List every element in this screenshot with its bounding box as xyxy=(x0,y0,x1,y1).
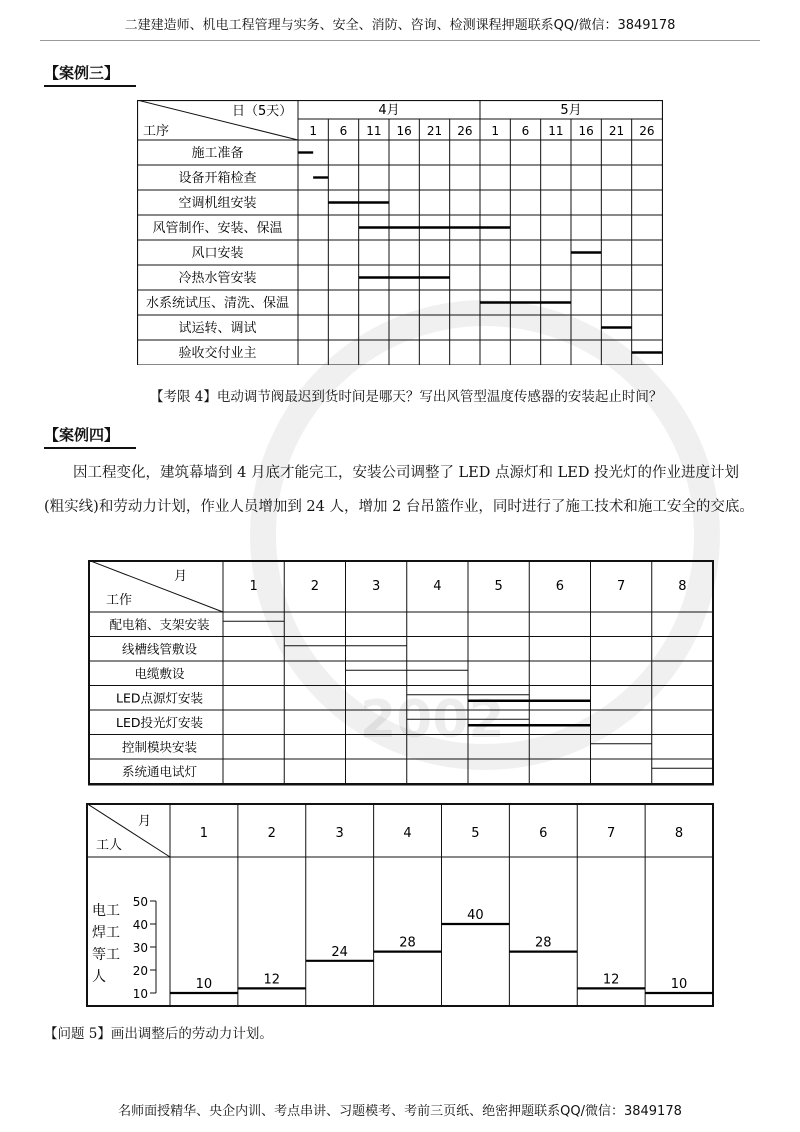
labor-value: 24 xyxy=(331,944,348,960)
day-label: 26 xyxy=(639,124,655,138)
case3-title: 【案例三】 xyxy=(44,62,119,83)
month-label: 8 xyxy=(678,579,687,594)
task-label: 设备开箱检查 xyxy=(178,171,257,186)
day-label: 6 xyxy=(521,124,530,138)
page-header: 二建建造师、机电工程管理与实务、安全、消防、咨询、检测课程押题联系QQ/微信：3849178 xyxy=(124,18,676,33)
task-label: 风管制作、安装、保温 xyxy=(152,221,283,236)
day-label: 6 xyxy=(339,124,348,138)
task-label: 施工准备 xyxy=(191,146,244,161)
month-label: 2 xyxy=(267,826,276,841)
corner-top-label: 月 xyxy=(174,569,188,584)
y-axis-label: 焊工 xyxy=(92,925,120,941)
task-label: 线槽线管敷设 xyxy=(121,641,198,657)
task-label: 系统通电试灯 xyxy=(121,764,198,779)
labor-value: 28 xyxy=(399,935,416,951)
task-label: 控制模块安装 xyxy=(121,739,198,755)
month-label: 7 xyxy=(616,579,626,594)
day-label: 21 xyxy=(608,124,625,138)
day-label: 1 xyxy=(491,124,499,138)
task-label: 冷热水管安装 xyxy=(178,271,257,286)
y-tick-label: 20 xyxy=(132,964,148,978)
month-label: 4 xyxy=(433,579,442,594)
month-label: 4 xyxy=(403,826,412,841)
labor-value: 40 xyxy=(467,908,484,923)
labor-value: 10 xyxy=(670,977,688,992)
task-label: 试运转、调试 xyxy=(178,321,257,336)
month-label: 4月 xyxy=(378,103,400,118)
y-axis-label: 人 xyxy=(92,969,106,985)
y-tick-label: 10 xyxy=(132,987,148,1001)
corner-bottom-label: 工作 xyxy=(106,593,133,608)
month-label: 3 xyxy=(371,579,381,594)
day-label: 21 xyxy=(426,124,443,138)
task-label: LED投光灯安装 xyxy=(116,715,203,730)
day-label: 11 xyxy=(548,124,564,138)
y-tick-label: 50 xyxy=(132,895,148,909)
watermark-text: 2002 xyxy=(360,690,505,750)
day-label: 11 xyxy=(366,124,382,138)
day-label: 16 xyxy=(578,124,594,138)
month-label: 5 xyxy=(471,826,480,841)
case4-paragraph: 因工程变化，建筑幕墙到 4 月底才能完工，安装公司调整了 LED 点源灯和 LED 投光灯的作业进度计划(粗实线)和劳动力计划，作业人员增加到 24 人，增加 2 台吊篮作业，同时进行了施工技术和施工安全的交底。 xyxy=(44,465,754,515)
y-tick-label: 40 xyxy=(132,918,148,932)
month-label: 6 xyxy=(555,579,565,594)
task-label: 配电箱、支架安装 xyxy=(109,617,210,632)
labor-value: 28 xyxy=(535,935,552,951)
y-tick-label: 30 xyxy=(132,941,148,955)
day-label: 16 xyxy=(396,124,412,138)
corner-top-label: 日（5天） xyxy=(232,104,293,119)
month-label: 6 xyxy=(539,826,548,841)
task-label: 空调机组安装 xyxy=(178,196,257,211)
case4-title: 【案例四】 xyxy=(44,424,119,445)
month-label: 7 xyxy=(607,826,616,841)
y-axis-label: 等工 xyxy=(92,947,120,963)
month-label: 5 xyxy=(494,579,503,594)
labor-value: 12 xyxy=(263,972,281,988)
y-axis-label: 电工 xyxy=(92,903,120,919)
month-label: 2 xyxy=(310,579,320,594)
day-label: 26 xyxy=(457,124,473,138)
header-divider xyxy=(40,40,760,41)
schedule-chart xyxy=(88,560,714,786)
task-label: LED点源灯安装 xyxy=(116,690,203,706)
labor-value: 12 xyxy=(602,972,620,988)
corner-bottom-label: 工人 xyxy=(96,838,123,853)
question-5: 【问题 5】画出调整后的劳动力计划。 xyxy=(44,1026,273,1042)
corner-bottom-label: 工序 xyxy=(143,124,170,139)
month-label: 1 xyxy=(199,826,209,841)
task-label: 风口安装 xyxy=(191,246,244,261)
corner-top-label: 月 xyxy=(138,814,152,829)
task-label: 验收交付业主 xyxy=(178,346,257,361)
month-label: 8 xyxy=(674,826,684,841)
labor-value: 10 xyxy=(195,977,213,992)
day-label: 1 xyxy=(309,124,317,138)
question-4: 【考限 4】电动调节阀最迟到货时间是哪天？写出风管型温度传感器的安装起止时间？ xyxy=(150,389,663,405)
page-footer: 名师面授精华、央企内训、考点串讲、习题模考、考前三页纸、绝密押题联系QQ/微信：3849178 xyxy=(118,1104,682,1119)
task-label: 电缆敷设 xyxy=(134,666,185,681)
month-label: 1 xyxy=(249,579,258,594)
task-label: 水系统试压、清洗、保温 xyxy=(145,296,290,311)
case3-gantt xyxy=(137,100,663,365)
labor-chart xyxy=(86,803,714,1009)
month-label: 5月 xyxy=(560,103,582,118)
month-label: 3 xyxy=(335,826,344,841)
